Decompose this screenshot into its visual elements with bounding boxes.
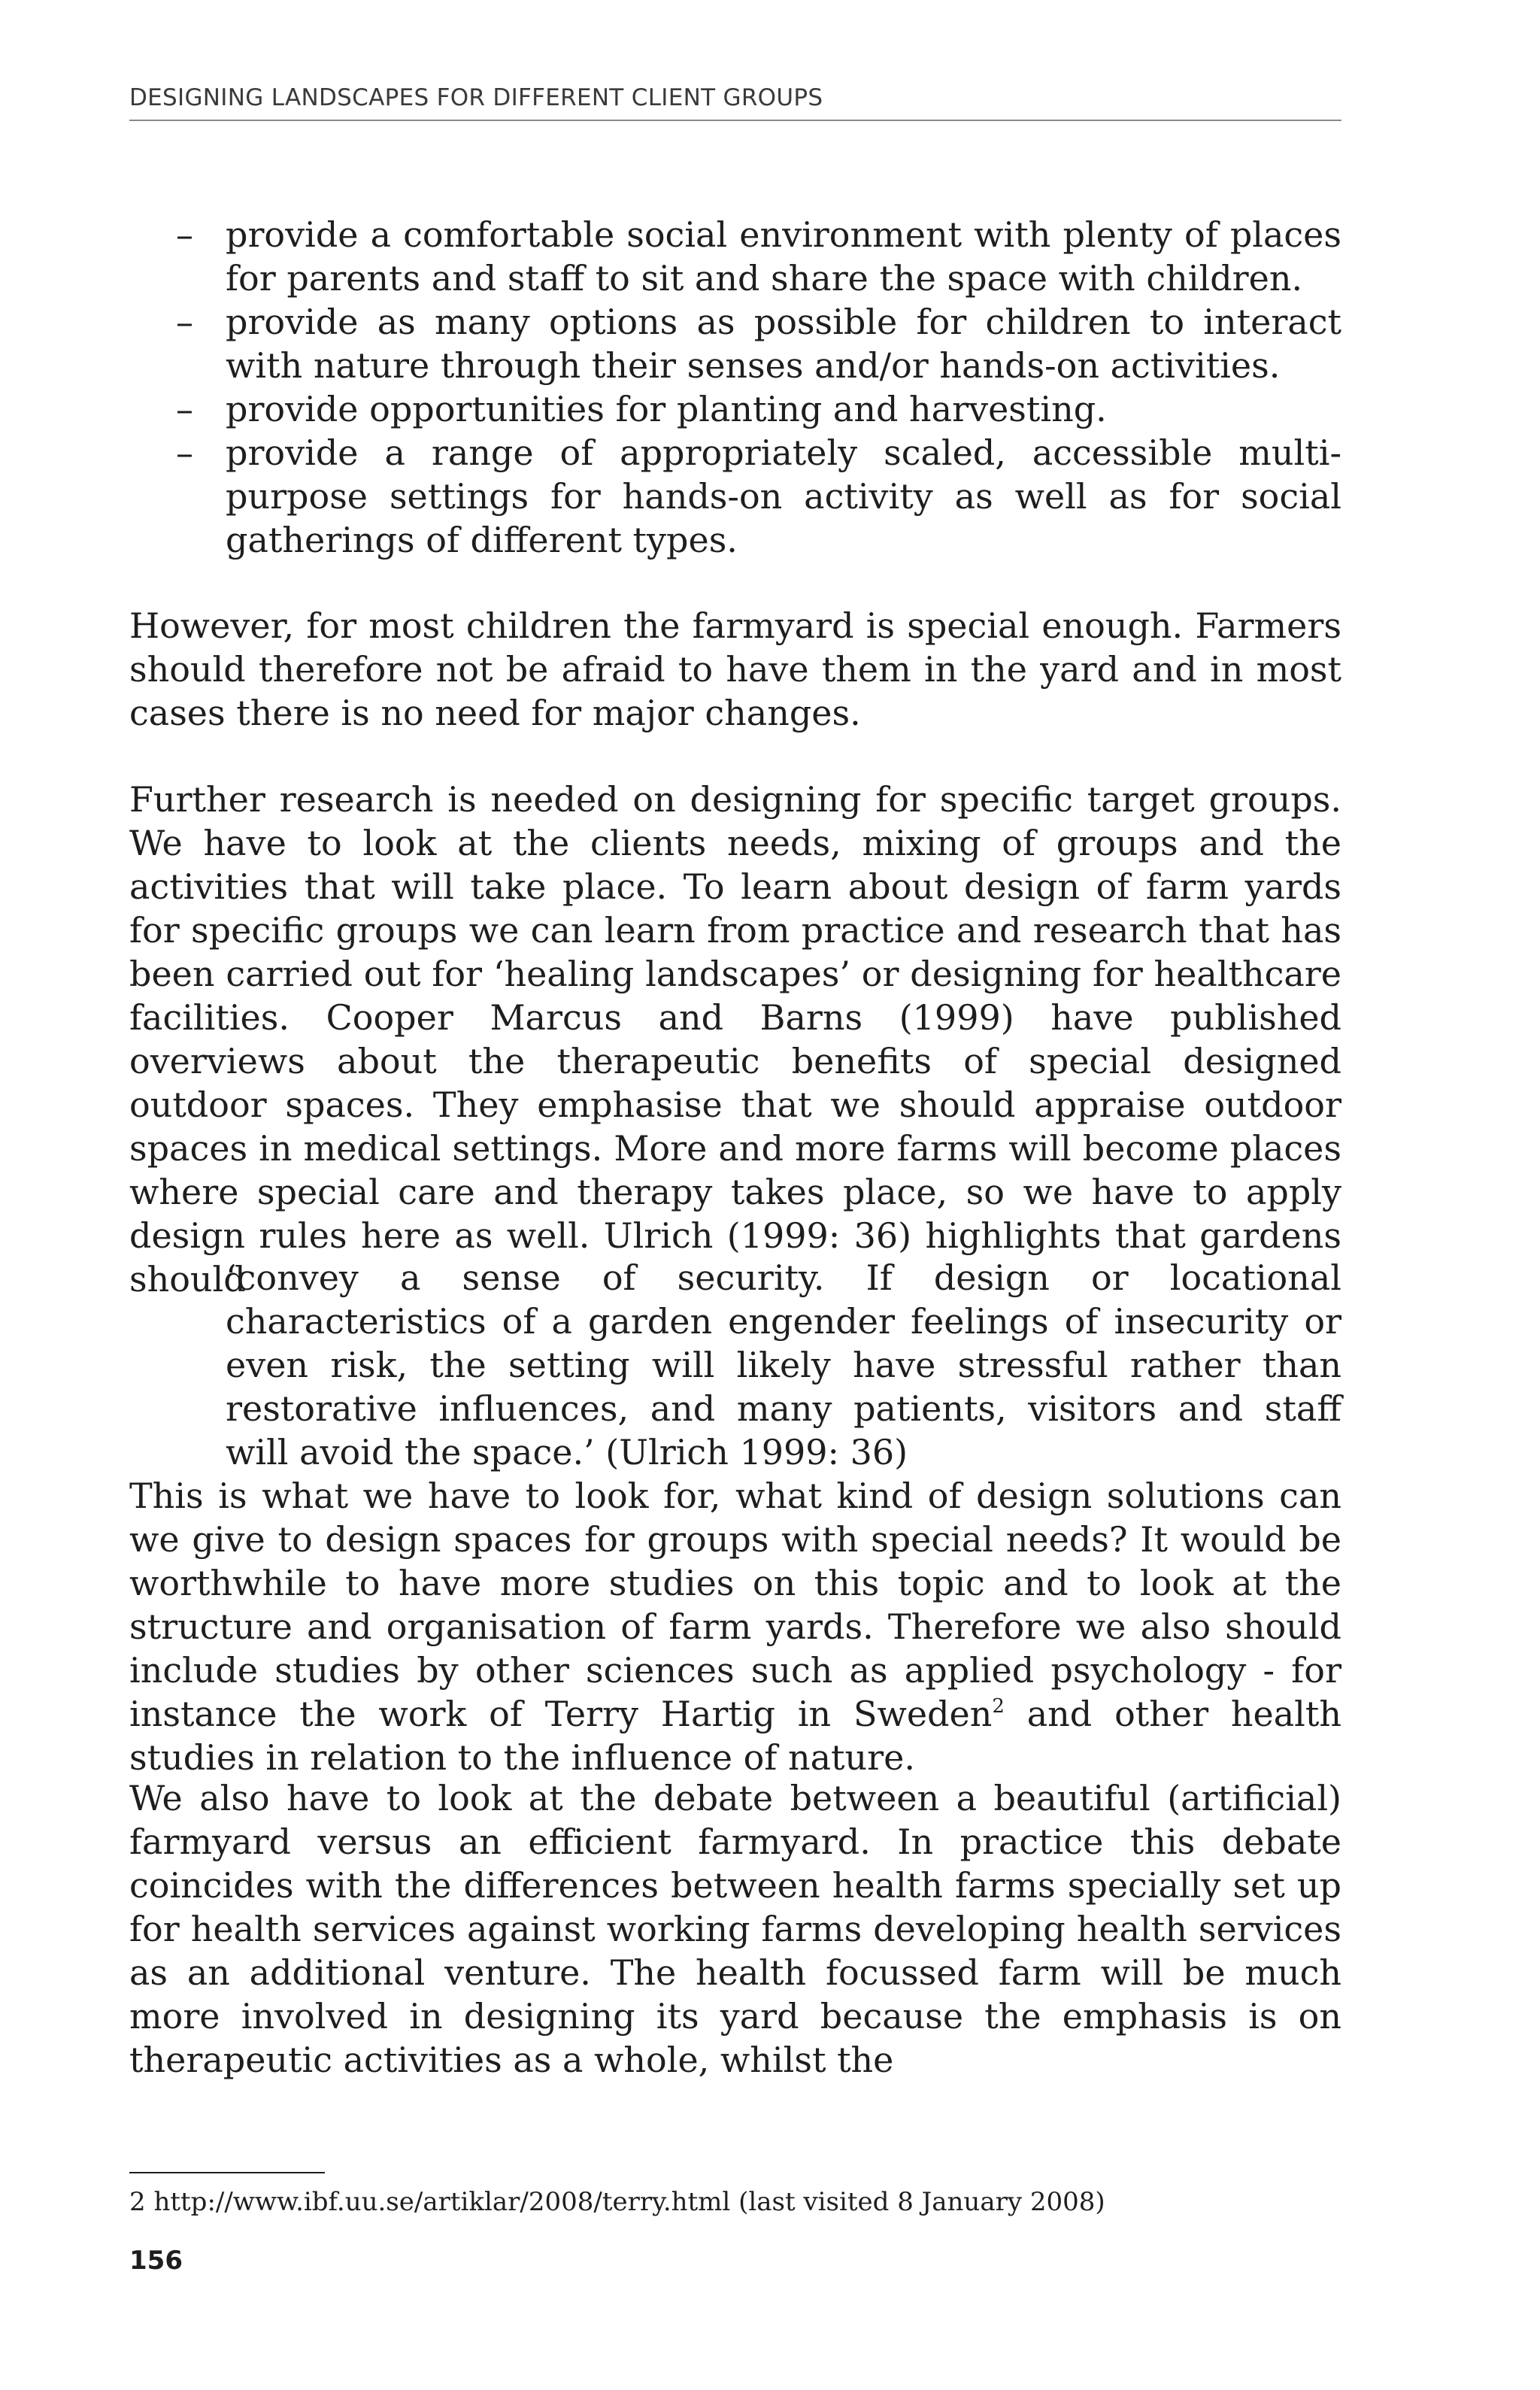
bullet-text: provide a comfortable social environment with plenty of places for parents and staff to sit and share the space with children. (226, 214, 1341, 299)
list-item (129, 300, 1341, 387)
bullet-dash: – (176, 389, 193, 429)
bullet-dash: – (176, 302, 193, 342)
list-item (129, 431, 1341, 562)
paragraph-text-end: and other health studies in relation to the influence of nature. (129, 1694, 1341, 1778)
bullet-dash: – (176, 214, 193, 255)
footnote-number: 2 (129, 2187, 146, 2217)
list-item (129, 387, 1341, 431)
footnote-divider (129, 2172, 325, 2173)
paragraph-text: This is what we have to look for, what kind of design solutions can we give to design spaces for groups with special needs? It would be worthwhile to have more studies on this topic and to look at the structure and organisation of farm yards. Therefore we also should include studies by other sciences such as applied psychology - for instance the work of Terry Hartig in Sweden (129, 1476, 1341, 1734)
paragraph-design-solutions (129, 1474, 1341, 1779)
footnote-reference: 2 (992, 1695, 1005, 1718)
paragraph-further-research: Further research is needed on designing for specific target groups. We have to look at the clients needs, mixing of groups and the activities that will take place. To learn about design of farm yards for specific groups we can learn from practice and research that has been carried out for ‘healing landscapes’ or designing for healthcare facilities. Cooper Marcus and Barns (1999) have published overviews about the therapeutic benefits of special designed outdoor spaces. They emphasise that we should appraise outdoor spaces in medical settings. More and more farms will become places where special care and therapy takes place, so we have to apply design rules here as well. Ulrich (1999: 36) highlights that gardens should (129, 779, 1341, 1300)
running-header: DESIGNING LANDSCAPES FOR DIFFERENT CLIENT GROUPS (129, 84, 1341, 121)
block-quote-ulrich: ‘convey a sense of security. If design or locational characteristics of a garden engender feelings of insecurity or even risk, the setting will likely have stressful rather than restorative influences, and many patients, visitors and staff will avoid the space.’ (Ulrich 1999: 36) (226, 1257, 1341, 1473)
bullet-text: provide as many options as possible for children to interact with nature through their senses and/or hands-on activities. (226, 302, 1341, 386)
page-number: 156 (129, 2246, 183, 2276)
footnote-text: http://www.ibf.uu.se/artiklar/2008/terry.html (last visited 8 January 2008) (153, 2187, 1105, 2217)
paragraph-beautiful-vs-efficient: We also have to look at the debate between a beautiful (artificial) farmyard versus an efficient farmyard. In practice this debate coincides with the differences between health farms specially set up for health services against working farms developing health services as an additional venture. The health focussed farm will be much more involved in designing its yard because the emphasis is on therapeutic activities as a whole, whilst the (129, 1778, 1341, 2080)
bullet-list (129, 213, 1341, 562)
bullet-text: provide a range of appropriately scaled, accessible multi-purpose settings for hands-on activity as well as for social gatherings of different types. (226, 432, 1341, 560)
footnote (129, 2185, 1341, 2219)
paragraph-farmyard-special: However, for most children the farmyard is special enough. Farmers should therefore not be afraid to have them in the yard and in most cases there is no need for major changes. (129, 605, 1341, 733)
bullet-dash: – (176, 432, 193, 473)
bullet-text: provide opportunities for planting and harvesting. (226, 389, 1107, 429)
list-item (129, 213, 1341, 300)
